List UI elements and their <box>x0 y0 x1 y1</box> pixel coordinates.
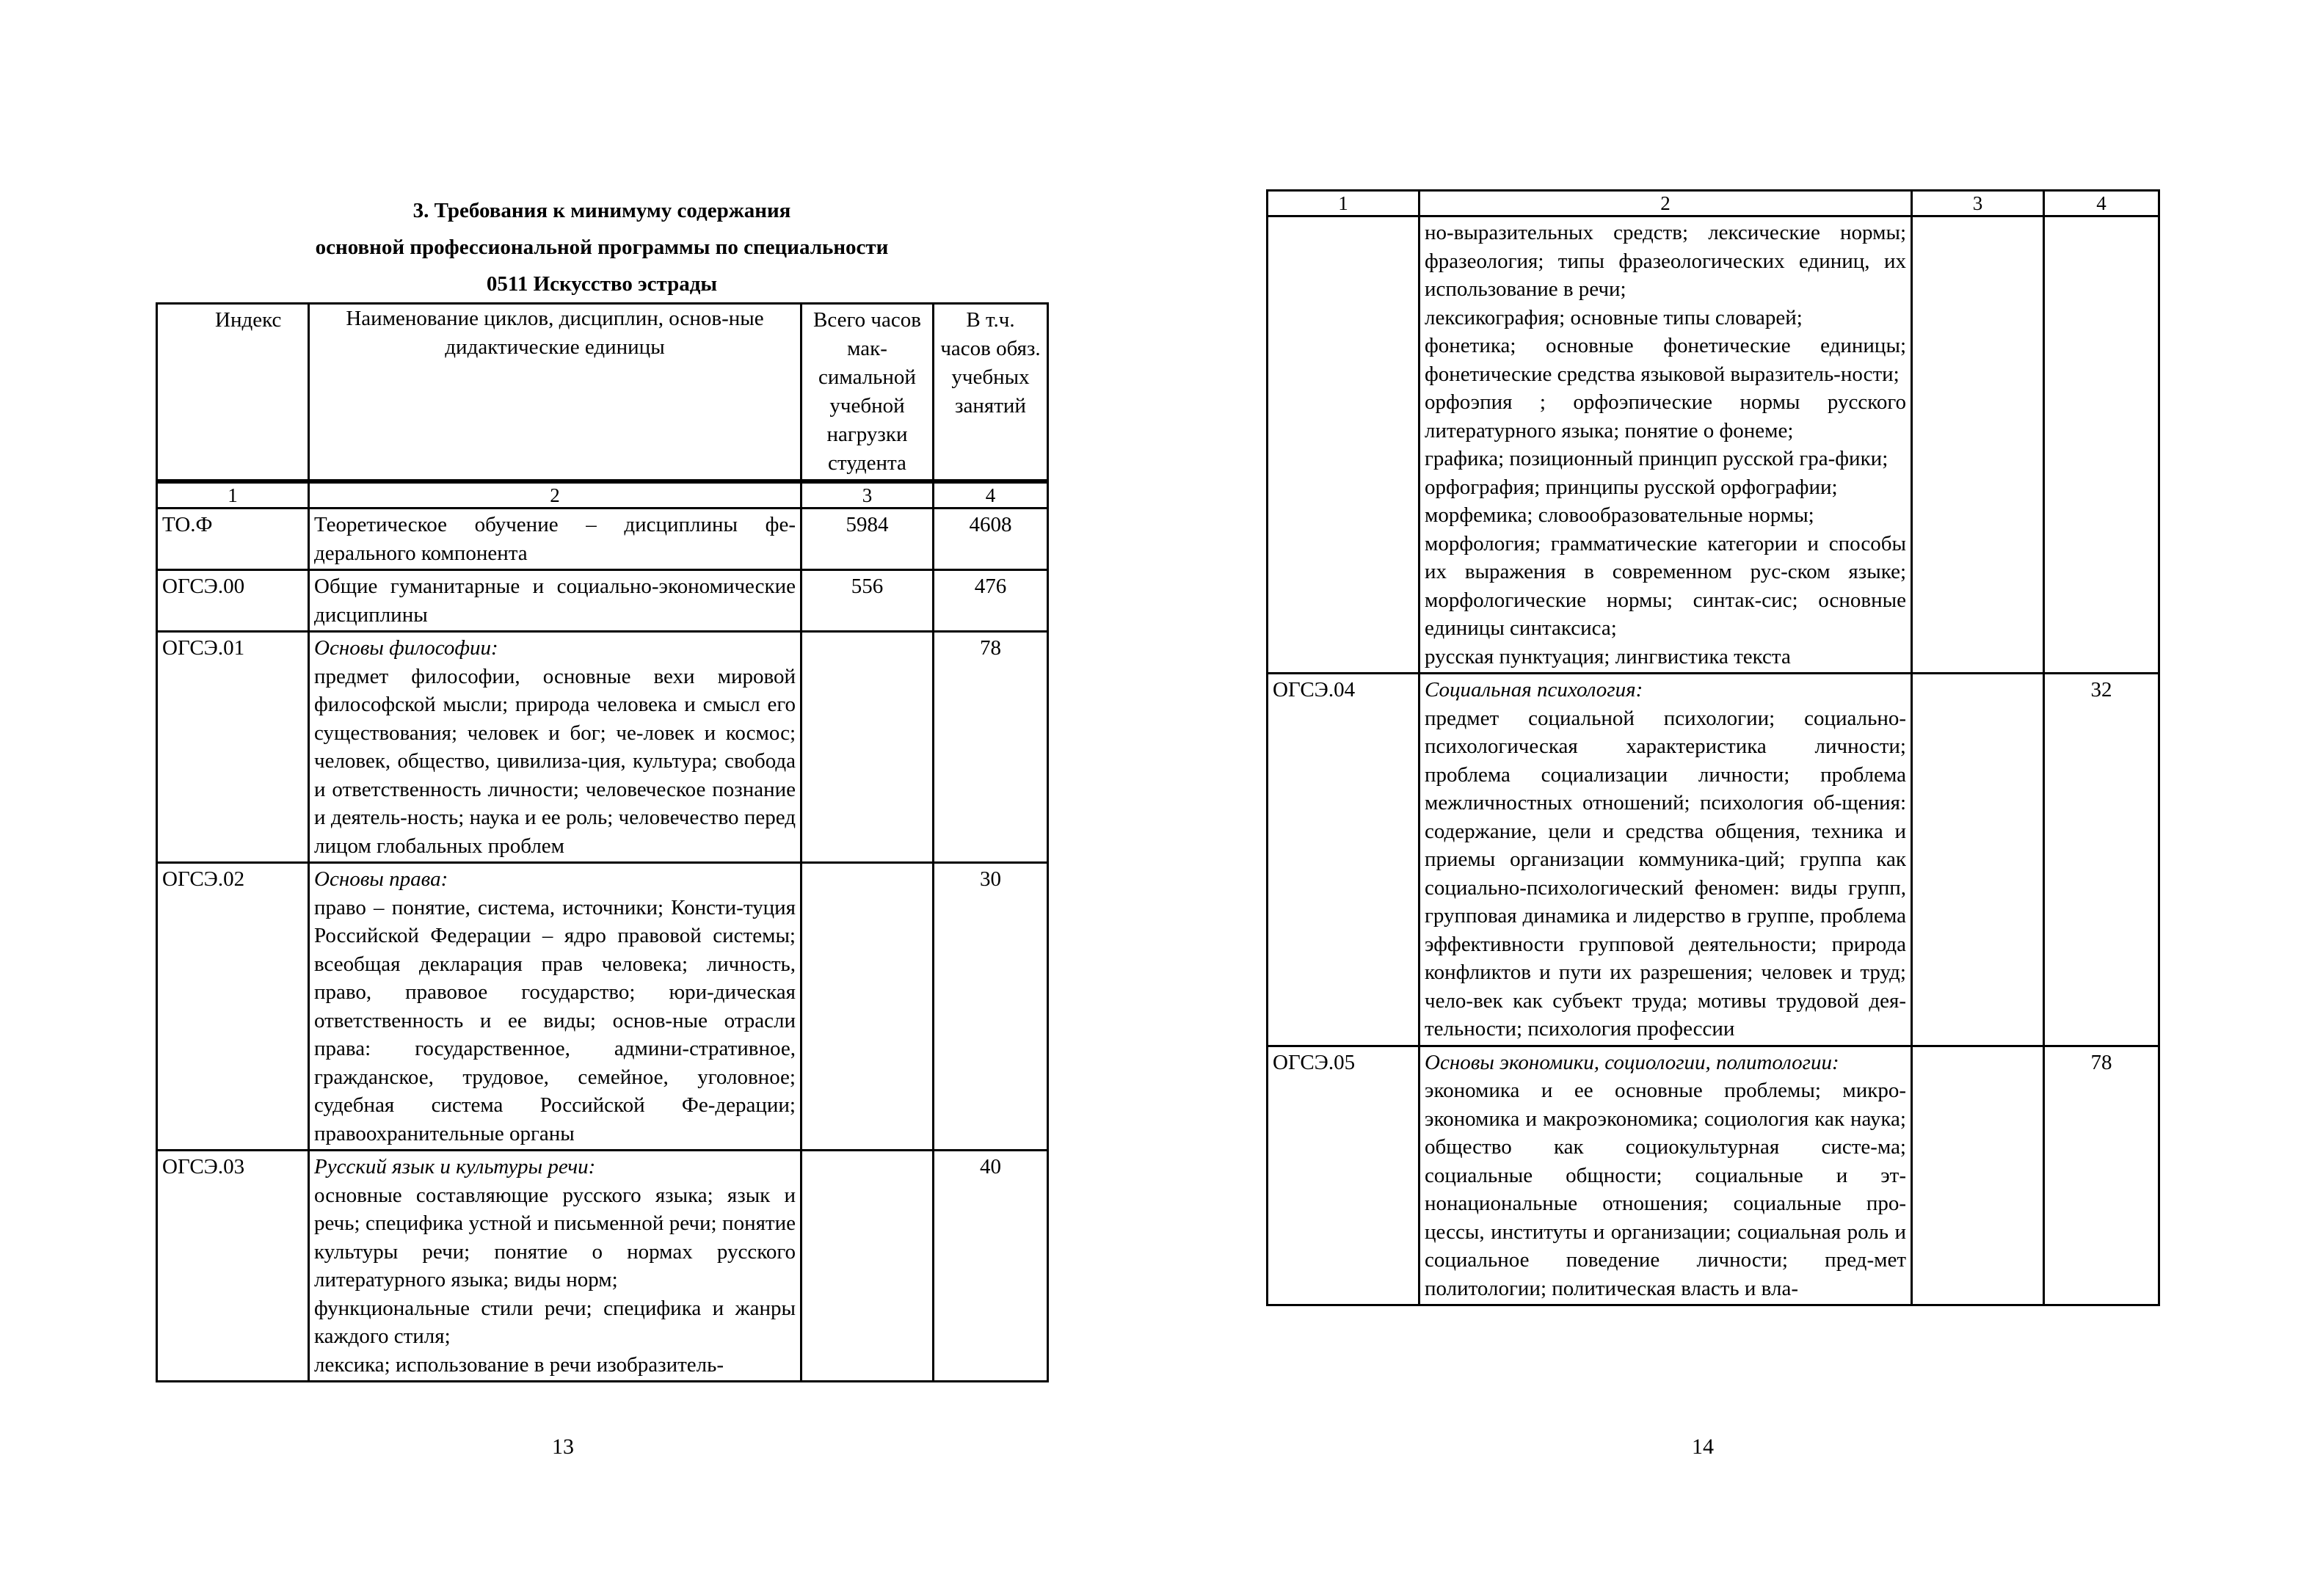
row-index <box>1268 216 1419 674</box>
table-row <box>157 1151 1048 1382</box>
row-mandatory-hours: 78 <box>2044 1046 2159 1305</box>
column-number: 1 <box>157 481 309 509</box>
column-number: 4 <box>934 481 1048 509</box>
heading-line-2: основной профессиональной программы по специальности <box>315 236 889 259</box>
row-total-hours <box>1912 674 2044 1046</box>
row-index: ОГСЭ.02 <box>157 863 309 1151</box>
table-row <box>157 632 1048 863</box>
heading-line-3: 0511 Искусство эстрады <box>486 272 718 296</box>
discipline-content: предмет социальной психологии; социально-психологическая характеристика личности; проблема социализации личности; проблема межличностных отношений; психология об-щения: содержание, цели и средства общения, техника и приемы организации коммуника-ций; группа как социально-психологический феномен: виды групп, групповая динамика и лидерство в группе, проблема эффективности групповой деятельности; природа конфликтов и пути их разрешения; человек и труд; чело-век как субъект труда; мотивы трудовой дея-тельности; психология профессии <box>1425 706 1906 1041</box>
heading-line-1: 3. Требования к минимуму содержания <box>412 199 791 222</box>
page-number-left: 13 <box>552 1435 574 1459</box>
row-total-hours: 556 <box>801 570 934 632</box>
discipline-content: морфемика; словообразовательные нормы; <box>1425 503 1814 527</box>
discipline-title: Основы права: <box>314 867 448 891</box>
table-row <box>157 509 1048 570</box>
discipline-content: фонетика; основные фонетические единицы; фонетические средства языковой выразитель-ности; <box>1425 334 1906 386</box>
row-index: ОГСЭ.00 <box>157 570 309 632</box>
column-number-row <box>157 481 1048 509</box>
row-total-hours <box>801 863 934 1151</box>
row-description <box>1419 674 1912 1046</box>
row-description <box>1419 216 1912 674</box>
column-number-row <box>1268 191 2159 216</box>
discipline-title: Основы экономики, социологии, политологии: <box>1425 1050 1839 1074</box>
table-row <box>157 863 1048 1151</box>
table-row <box>1268 674 2159 1046</box>
row-description <box>309 863 801 1151</box>
header-index: Индекс <box>157 304 309 482</box>
row-total-hours <box>801 1151 934 1382</box>
discipline-content: предмет философии, основные вехи мировой философской мысли; природа человека и смысл его существования; человек и бог; че-ловек и космос; человек, общество, цивилиза-ция, культура; свобода и ответственность личности; человеческое познание и деятель-ность; наука и ее роль; человечество перед лицом глобальных проблем <box>314 664 796 858</box>
discipline-content: лексика; использование в речи изобразитель- <box>314 1352 724 1377</box>
row-mandatory-hours: 30 <box>934 863 1048 1151</box>
row-total-hours <box>1912 216 2044 674</box>
discipline-content: морфология; грамматические категории и способы их выражения в современном рус-ском языке; морфологические нормы; синтак-сис; основные единицы синтаксиса; <box>1425 531 1906 640</box>
discipline-content: но-выразительных средств; лексические нормы; фразеология; типы фразеологических единиц, их использование в речи; <box>1425 221 1906 301</box>
discipline-content: графика; позиционный принцип русской гра-фики; <box>1425 447 1889 470</box>
discipline-content: право – понятие, система, источники; Консти-туция Российской Федерации – ядро правовой системы; всеобщая декларация прав человека; личность, право, правовое государство; юри-дическая ответственность и ее виды; основ-ные отрасли права: государственное, админи-стративное, гражданское, трудовое, семейное, уголовное; судебная система Российской Фе-дерации; правоохранительные органы <box>314 895 796 1145</box>
discipline-content: экономика и ее основные проблемы; микро-экономика и макроэкономика; социология как наука; общество как социокультурная систе-ма; социальные общности; социальные и эт-нонациональные отношения; социальные про-цессы, институты и организации; социальная роль и социальное поведение личности; пред-мет политологии; политическая власть и вла- <box>1425 1079 1906 1300</box>
column-number: 2 <box>1419 191 1912 216</box>
discipline-title: Основы философии: <box>314 636 498 660</box>
discipline-content: русская пунктуация; лингвистика текста <box>1425 644 1791 668</box>
column-number: 3 <box>801 481 934 509</box>
section-heading <box>154 192 1050 302</box>
row-mandatory-hours: 78 <box>934 632 1048 863</box>
row-name: Общие гуманитарные и социально-экономические дисциплины <box>309 570 801 632</box>
row-index: ОГСЭ.03 <box>157 1151 309 1382</box>
discipline-content: орфография; принципы русской орфографии; <box>1425 475 1838 499</box>
column-number: 2 <box>309 481 801 509</box>
row-mandatory-hours: 40 <box>934 1151 1048 1382</box>
row-mandatory-hours: 32 <box>2044 674 2159 1046</box>
row-name: Теоретическое обучение – дисциплины фе-дерального компонента <box>309 509 801 570</box>
discipline-title: Социальная психология: <box>1425 678 1643 702</box>
row-description <box>309 1151 801 1382</box>
discipline-content: основные составляющие русского языка; язык и речь; специфика устной и письменной речи; понятие культуры речи; понятие о нормах русского литературного языка; виды норм; <box>314 1183 796 1291</box>
curriculum-table-left <box>156 302 1049 1382</box>
table-row <box>1268 216 2159 674</box>
row-mandatory-hours: 4608 <box>934 509 1048 570</box>
row-total-hours <box>1912 1046 2044 1305</box>
row-index: ОГСЭ.04 <box>1268 674 1419 1046</box>
row-total-hours <box>801 632 934 863</box>
row-mandatory-hours: 476 <box>934 570 1048 632</box>
right-page <box>1156 0 2312 1596</box>
column-number: 1 <box>1268 191 1419 216</box>
row-index: ТО.Ф <box>157 509 309 570</box>
column-number: 3 <box>1912 191 2044 216</box>
header-total-hours: Всего часов мак-симальной учебной нагрузки студента <box>801 304 934 482</box>
column-number: 4 <box>2044 191 2159 216</box>
row-index: ОГСЭ.01 <box>157 632 309 863</box>
discipline-title: Русский язык и культуры речи: <box>314 1155 596 1178</box>
header-mandatory-hours: В т.ч. часов обяз. учебных занятий <box>934 304 1048 482</box>
row-mandatory-hours <box>2044 216 2159 674</box>
discipline-content: лексикография; основные типы словарей; <box>1425 305 1803 329</box>
row-description <box>309 632 801 863</box>
row-index: ОГСЭ.05 <box>1268 1046 1419 1305</box>
header-name: Наименование циклов, дисциплин, основ-ные дидактические единицы <box>309 304 801 482</box>
row-total-hours: 5984 <box>801 509 934 570</box>
table-header-row <box>157 304 1048 482</box>
row-description <box>1419 1046 1912 1305</box>
table-row <box>157 570 1048 632</box>
table-row <box>1268 1046 2159 1305</box>
page-number-right: 14 <box>1692 1435 1714 1459</box>
discipline-content: орфоэпия ; орфоэпические нормы русского литературного языка; понятие о фонеме; <box>1425 390 1906 442</box>
discipline-content: функциональные стили речи; специфика и жанры каждого стиля; <box>314 1296 796 1348</box>
curriculum-table-right <box>1266 189 2160 1306</box>
